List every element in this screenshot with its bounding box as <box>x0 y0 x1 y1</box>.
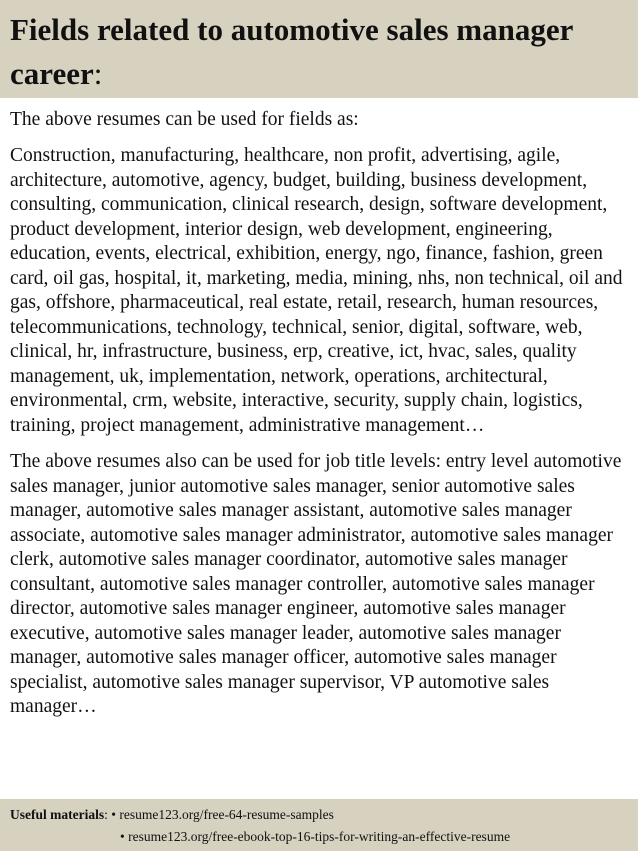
useful-materials-label: Useful materials <box>10 807 105 822</box>
page-title-text: Fields related to automotive sales manager career <box>10 12 573 91</box>
footer-link-resume-samples[interactable]: • resume123.org/free-64-resume-samples <box>111 807 334 822</box>
fields-paragraph: Construction, manufacturing, healthcare, non profit, advertising, agile, architecture, automotive, agency, budget, building, business development, consulting, communication, clinical research, design, software development, product development, interior design, web development, engineering, education, events, electrical, exhibition, energy, ngo, finance, fashion, green card, oil gas, hospital, it, marketing, media, mining, nhs, non technical, oil and gas, offshore, pharmaceutical, real estate, retail, research, human resources, telecommunications, technology, technical, senior, digital, software, web, clinical, hr, infrastructure, business, erp, creative, ict, hvac, sales, quality management, uk, implementation, network, operations, architectural, environmental, crm, website, interactive, security, supply chain, logistics, training, project management, administrative management… <box>10 145 623 436</box>
footer-row-2 <box>10 826 628 848</box>
job-levels-paragraph: The above resumes also can be used for job title levels: entry level automotive sales manager, junior automotive sales manager, senior automotive sales manager, automotive sales manager assistant, automotive sales manager associate, automotive sales manager administrator, automotive sales manager clerk, automotive sales manager coordinator, automotive sales manager consultant, automotive sales manager controller, automotive sales manager director, automotive sales manager engineer, automotive sales manager executive, automotive sales manager leader, automotive sales manager manager, automotive sales manager officer, automotive sales manager specialist, automotive sales manager supervisor, VP automotive sales manager… <box>10 451 622 717</box>
page-title <box>10 8 628 96</box>
page-title-colon: : <box>93 56 103 91</box>
footer-banner <box>0 799 638 851</box>
intro-text: The above resumes can be used for fields as: <box>10 109 359 130</box>
useful-materials-colon: : <box>104 807 108 822</box>
header-banner <box>0 0 638 98</box>
main-content <box>10 108 634 720</box>
footer-row-1 <box>10 804 628 826</box>
footer-link-ebook-tips[interactable]: • resume123.org/free-ebook-top-16-tips-for-writing-an-effective-resume <box>120 829 511 844</box>
